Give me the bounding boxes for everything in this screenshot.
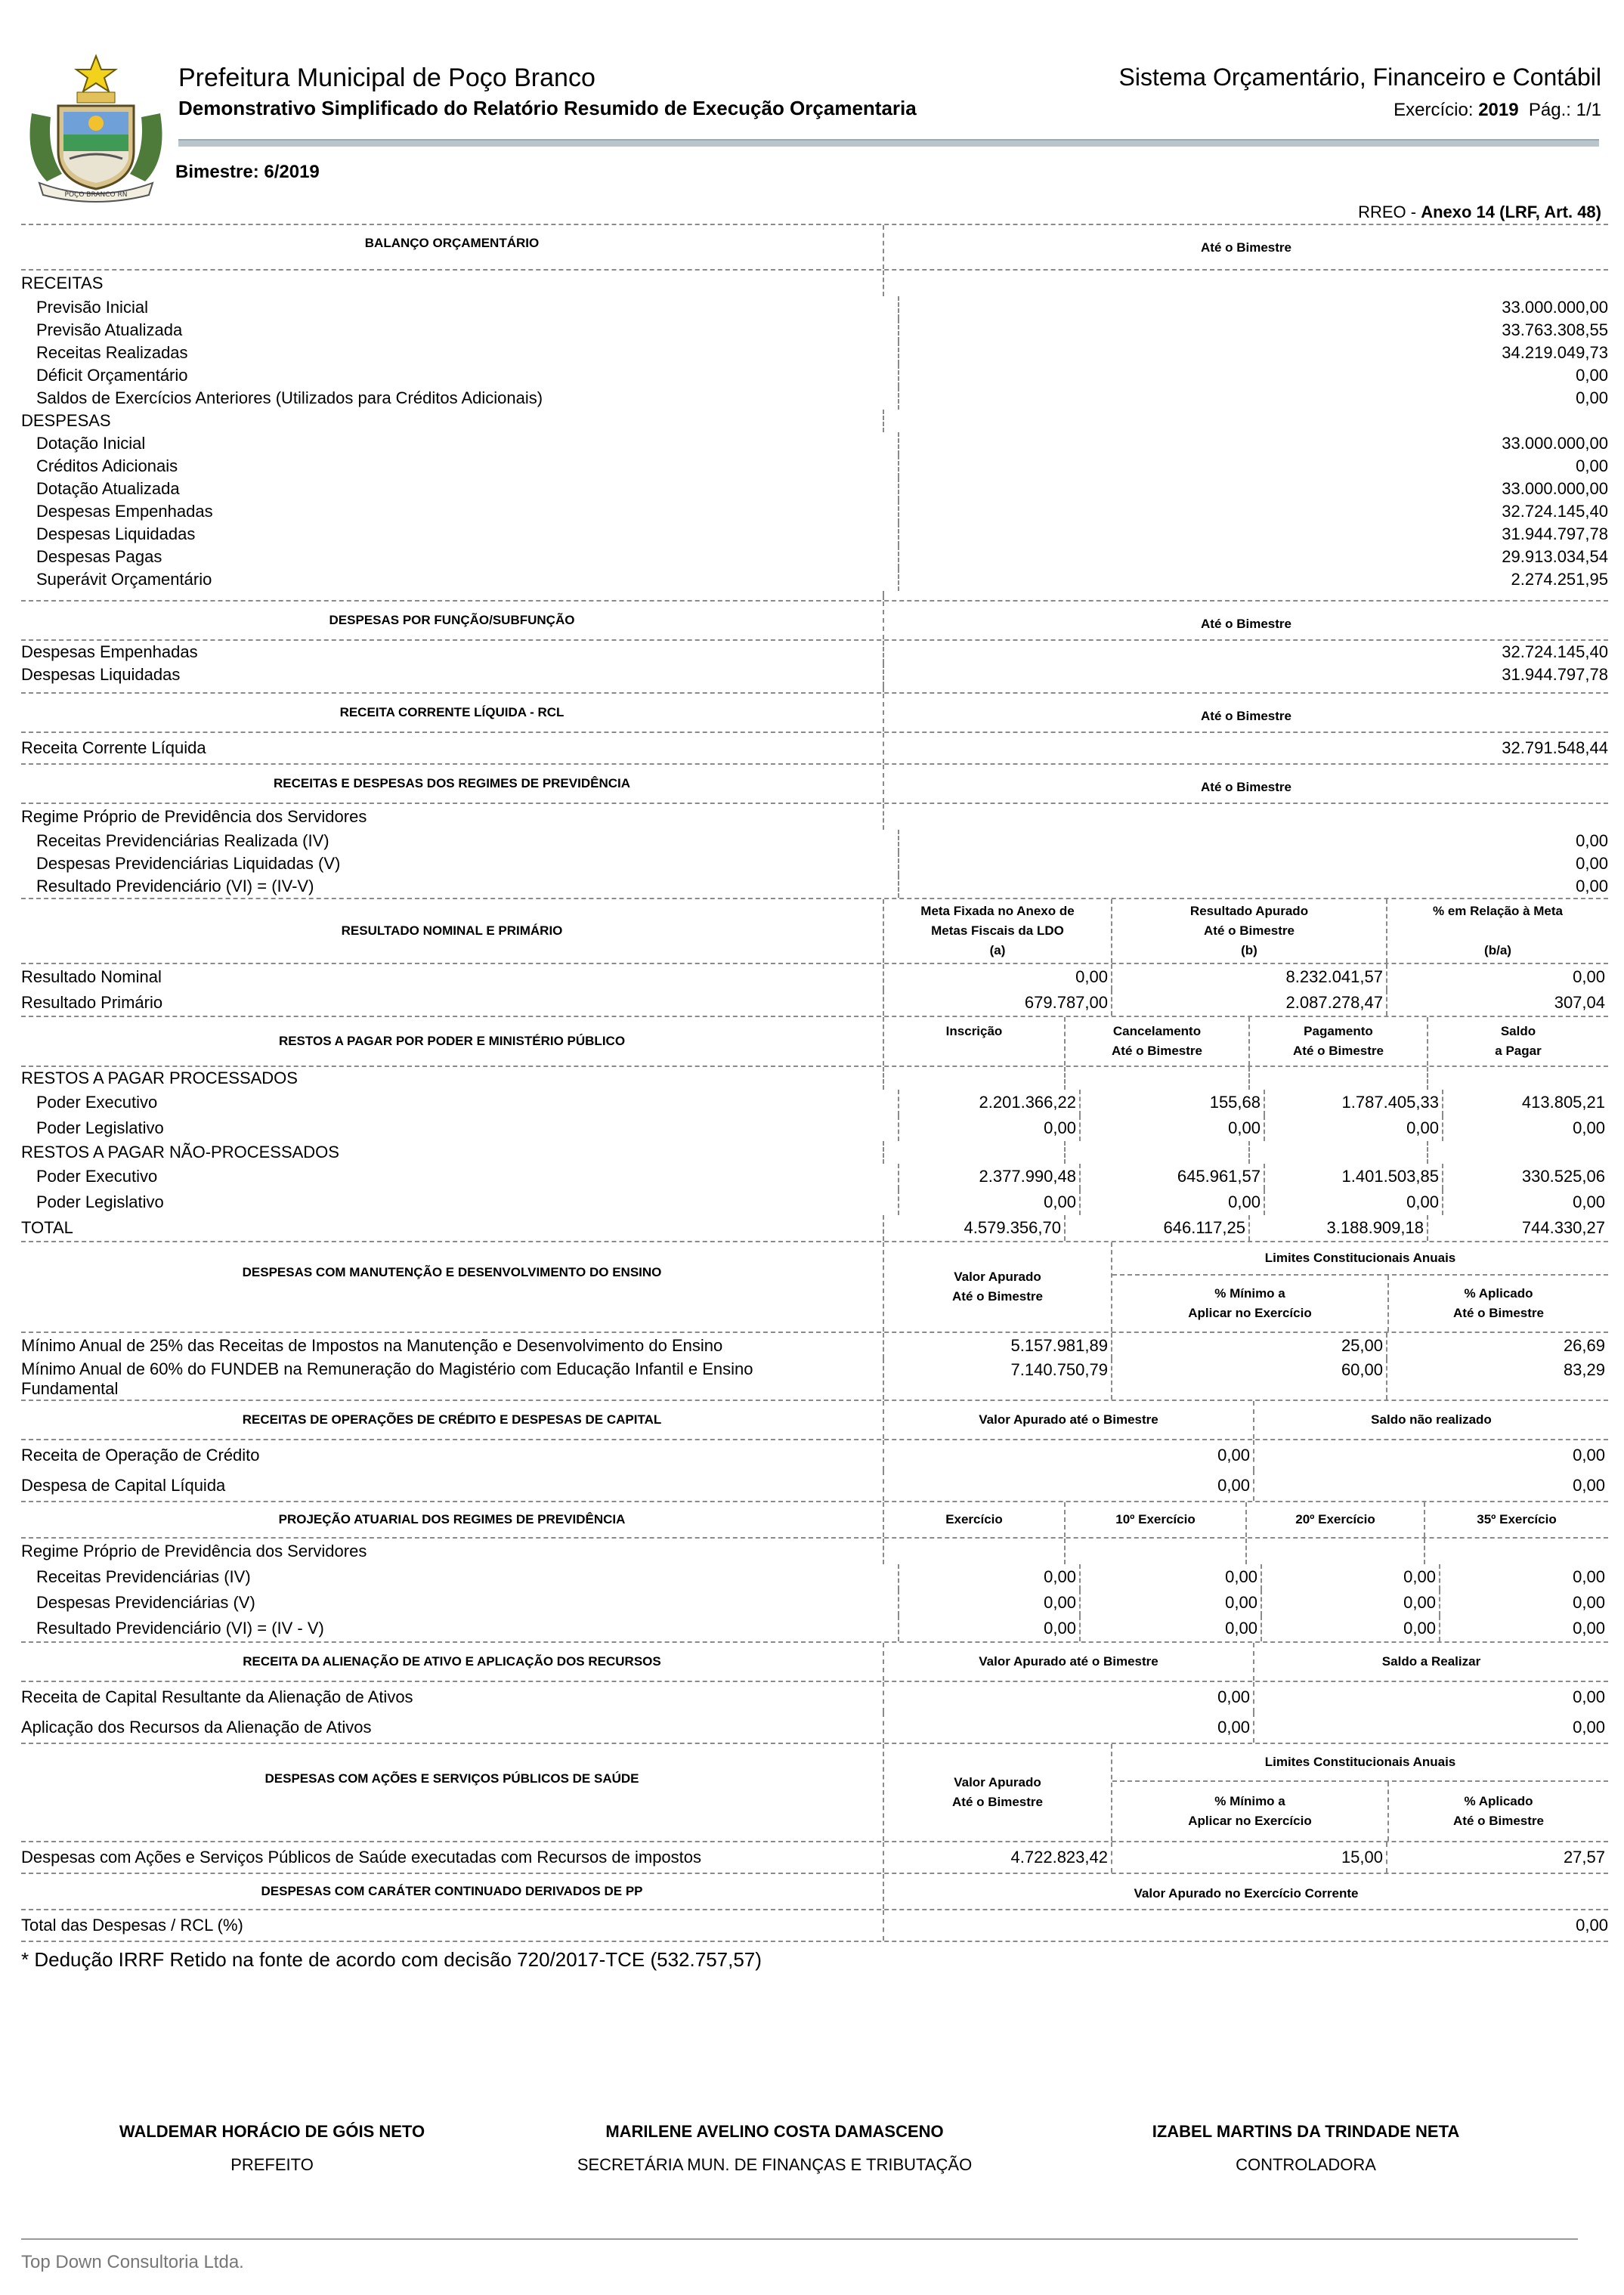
table-row: Aplicação dos Recursos da Alienação de Ativos 0,00 0,00 — [21, 1712, 1608, 1743]
table-row: Dotação Inicial 33.000.000,00 — [21, 432, 1608, 455]
section-header-credito: RECEITAS DE OPERAÇÕES DE CRÉDITO E DESPESAS DE CAPITAL Valor Apurado até o Bimestre Saldo não realizado — [21, 1401, 1608, 1439]
section-header-saude: DESPESAS COM AÇÕES E SERVIÇOS PÚBLICOS DE SAÚDE Valor Apurado Até o Bimestre Limites Constitucionais Anuais % Mínimo a Aplicar no Exercício % Aplicado Até o Bimestre — [21, 1744, 1608, 1841]
svg-text:POÇO BRANCO RN: POÇO BRANCO RN — [64, 191, 128, 199]
rcl-row: Receita Corrente Líquida 32.791.548,44 — [21, 733, 1608, 763]
alienacao-rows — [21, 1682, 1608, 1743]
table-row: Despesas Liquidadas 31.944.797,78 — [21, 663, 1608, 686]
table-row: Resultado Previdenciário (VI) = (IV - V) 0,00 0,00 0,00 0,00 — [21, 1616, 1608, 1641]
rreo-annex-label: RREO - Anexo 14 (LRF, Art. 48) — [1358, 203, 1601, 221]
restos-total-row — [21, 1215, 1608, 1241]
page-subtitle: Demonstrativo Simplificado do Relatório Resumido de Execução Orçamentaria — [178, 97, 917, 119]
table-row: Despesas Previdenciárias (V) 0,00 0,00 0,00 0,00 — [21, 1590, 1608, 1616]
table-row: Mínimo Anual de 60% do FUNDEB na Remuneração do Magistério com Educação Infantil e Ensino Fundamental 7.140.750,79 60,00 83,29 — [21, 1359, 1608, 1400]
ensino-rows — [21, 1333, 1608, 1400]
table-row: Mínimo Anual de 25% das Receitas de Impostos na Manutenção e Desenvolvimento do Ensino 5.157.981,89 25,00 26,69 — [21, 1333, 1608, 1359]
receitas-rows — [21, 296, 1608, 410]
table-row: Resultado Previdenciário (VI) = (IV-V) 0,00 — [21, 875, 1608, 898]
table-row: TOTAL 4.579.356,70 646.117,25 3.188.909,18 744.330,27 — [21, 1215, 1608, 1241]
section-header-pp: DESPESAS COM CARÁTER CONTINUADO DERIVADOS DE PP Valor Apurado no Exercício Corrente — [21, 1874, 1608, 1909]
table-row: Poder Legislativo 0,00 0,00 0,00 0,00 — [21, 1189, 1608, 1215]
table-row: Despesas Liquidadas 31.944.797,78 — [21, 523, 1608, 546]
exercise-page-info: Exercício: 2019 Pág.: 1/1 — [1394, 100, 1601, 120]
section-header-balanco: BALANÇO ORÇAMENTÁRIO Até o Bimestre — [21, 225, 1608, 269]
report-body: BALANÇO ORÇAMENTÁRIO Até o Bimestre RECEITAS Previsão Inicial 33.000.000,00 Previsão Atualizada 33.763.308,55 Receitas Realizadas 34.219.049,73 Déficit Orçamentário 0,00 Saldos de Exercícios Anteriores (Utilizados para Créditos Adicionais) 0,00 DESPESAS Dotação Inicial 33.000.000,00 Créditos Adicionais 0,00 Dotação Atualizada 33.000.000,00 Despesas Empenhadas 32.724.145,40 Despesas Liquidadas 31.944.797,78 Despesas Pagas 29.913.034,54 Superávit Orçamentário 2.274.251,95 DESPESAS POR FUNÇÃO/SUBFUNÇÃO Até o Bimestre Despesas Empenhadas 32.724.145,40 Despesas Liquidadas 31.944.797,78 RECEITA CORRENTE LÍQUIDA - RCL Até o Bimestre Receita Corrente Líquida 32.791.548,44 RECEITAS E DESPESAS DOS REGIMES DE PREVIDÊNCIA Até o Bimestre Regime Próprio de Previdência dos Servidores Receitas Previdenciárias Realizada (IV) 0,00 Despesas Previdenciárias Liquidadas (V) 0,00 Resultado Previdenciário (VI) = (IV-V) 0,00 RESULTADO NOMINAL E PRIMÁRIO Meta Fixada no Anexo de Metas Fiscais da LDO (a) Resultado Apurado Até o Bimestre (b) % em Relação à Meta (b/a) Resultado Nominal 0,00 8.232.041,57 0,00 Resultado Primário 679.787,00 2.087.278,47 307,04 RESTOS A PAGAR POR PODER E MINISTÉRIO PÚBLICO Inscrição Cancelamento Até o Bimestre Pagamento Até o Bimestre Saldo a Pagar RESTOS A PAGAR PROCESSADOS Poder Executivo 2.201.366,22 155,68 1.787.405,33 413.805,21 Poder Legislativo 0,00 0,00 0,00 0,00 RESTOS A PAGAR NÃO-PROCESSADOS Poder Executivo 2.377.990,48 645.961,57 1.401.503,85 330.525,06 Poder Legislativo 0,00 0,00 0,00 0,00 TOTAL 4.579.356,70 646.117,25 3.188.909,18 744.330,27 DESPESAS COM MANUTENÇÃO E DESENVOLVIMENTO DO ENSINO Valor Apurado Até o Bimestre Limites Constitucionais Anuais % Mínimo a Aplicar no Exercício % Aplicado Até o Bimestre Mínimo Anual de 25% das Receitas de Impostos na Manutenção e Desenvolvimento do Ensino 5.157.981,89 25,00 26,69 Mínimo Anual de 60% do FUNDEB na Remuneração do Magistério com Educação Infantil e Ensino Fundamental 7.140.750,79 60,00 83,29 RECEITAS DE OPERAÇÕES DE CRÉDITO E DESPESAS DE CAPITAL Valor Apurado até o Bimestre Saldo não realizado Receita de Operação de Crédito 0,00 0,00 Despesa de Capital Líquida 0,00 0,00 PROJEÇÃO ATUARIAL DOS REGIMES DE PREVIDÊNCIA Exercício 10º Exercício 20º Exercício 35º Exercício Regime Próprio de Previdência dos Servidores Receitas Previdenciárias (IV) 0,00 0,00 0,00 0,00 Despesas Previdenciárias (V) 0,00 0,00 0,00 0,00 Resultado Previdenciário (VI) = (IV - V) 0,00 0,00 0,00 0,00 RECEITA DA ALIENAÇÃO DE ATIVO E APLICAÇÃO DOS RECURSOS Valor Apurado até o Bimestre Saldo a Realizar Receita de Capital Resultante da Alienação de Ativos 0,00 0,00 Aplicação dos Recursos da Alienação de Ativos 0,00 0,00 DESPESAS COM AÇÕES E SERVIÇOS PÚBLICOS DE SAÚDE Valor Apurado Até o Bimestre Limites Constitucionais Anuais % Mínimo a Aplicar no Exercício % Aplicado Até o Bimestre Despesas com Ações e Serviços Públicos de Saúde executadas com Recursos de impostos 4.722.823,42 15,00 27,57 DESPESAS COM CARÁTER CONTINUADO DERIVADOS DE PP Valor Apurado no Exercício Corrente Total das Despesas / RCL (%) 0,00 * Dedução IRRF Retido na fonte de acordo com decisão 720/2017-TCE (532.757,57) — [21, 224, 1608, 1972]
table-row: Superávit Orçamentário 2.274.251,95 — [21, 568, 1608, 591]
signature-controladora: IZABEL MARTINS DA TRINDADE NETA CONTROLADORA — [1152, 2122, 1460, 2174]
table-row: Dotação Atualizada 33.000.000,00 — [21, 478, 1608, 500]
saude-row — [21, 1842, 1608, 1873]
restos-nao-processados-rows — [21, 1164, 1608, 1215]
municipal-coat-of-arms-icon — [17, 53, 175, 204]
table-row: Despesas Empenhadas 32.724.145,40 — [21, 641, 1608, 663]
section-header-atuarial: PROJEÇÃO ATUARIAL DOS REGIMES DE PREVIDÊNCIA Exercício 10º Exercício 20º Exercício 35º Exercício — [21, 1502, 1608, 1537]
table-row: Despesas Previdenciárias Liquidadas (V) 0,00 — [21, 852, 1608, 875]
table-row: Poder Executivo 2.201.366,22 155,68 1.787.405,33 413.805,21 — [21, 1090, 1608, 1115]
table-row: Receita de Operação de Crédito 0,00 0,00 — [21, 1440, 1608, 1471]
section-header-rcl: RECEITA CORRENTE LÍQUIDA - RCL Até o Bimestre — [21, 694, 1608, 731]
bimestre-label: Bimestre: 6/2019 — [175, 162, 320, 182]
table-row: Poder Legislativo 0,00 0,00 0,00 0,00 — [21, 1115, 1608, 1141]
table-row: Saldos de Exercícios Anteriores (Utilizados para Créditos Adicionais) 0,00 — [21, 387, 1608, 410]
system-name: Sistema Orçamentário, Financeiro e Contábil — [1118, 63, 1601, 91]
section-header-restos: RESTOS A PAGAR POR PODER E MINISTÉRIO PÚBLICO Inscrição Cancelamento Até o Bimestre Pagamento Até o Bimestre Saldo a Pagar — [21, 1017, 1608, 1066]
footnote: * Dedução IRRF Retido na fonte de acordo com decisão 720/2017-TCE (532.757,57) — [21, 1948, 762, 1971]
funcao-rows — [21, 641, 1608, 686]
balanco-table: RECEITAS Previsão Inicial 33.000.000,00 Previsão Atualizada 33.763.308,55 Receitas Realizadas 34.219.049,73 Déficit Orçamentário 0,00 Saldos de Exercícios Anteriores (Utilizados para Créditos Adicionais) 0,00 DESPESAS Dotação Inicial 33.000.000,00 Créditos Adicionais 0,00 Dotação Atualizada 33.000.000,00 Despesas Empenhadas 32.724.145,40 Despesas Liquidadas 31.944.797,78 Despesas Pagas 29.913.034,54 Superávit Orçamentário 2.274.251,95 — [21, 271, 1608, 600]
table-row: Despesas Empenhadas 32.724.145,40 — [21, 500, 1608, 523]
section-header-funcao: DESPESAS POR FUNÇÃO/SUBFUNÇÃO Até o Bimestre — [21, 602, 1608, 639]
page-title: Prefeitura Municipal de Poço Branco — [178, 63, 595, 92]
table-row: Previsão Inicial 33.000.000,00 — [21, 296, 1608, 319]
table-row: Receitas Previdenciárias (IV) 0,00 0,00 0,00 0,00 — [21, 1564, 1608, 1590]
header-rule — [178, 139, 1599, 147]
table-row: Resultado Nominal 0,00 8.232.041,57 0,00 — [21, 964, 1608, 990]
atuarial-rows — [21, 1564, 1608, 1641]
credito-rows — [21, 1440, 1608, 1501]
table-row: Despesa de Capital Líquida 0,00 0,00 — [21, 1471, 1608, 1501]
table-row: Receitas Previdenciárias Realizada (IV) 0,00 — [21, 830, 1608, 852]
previdencia-rows — [21, 830, 1608, 898]
table-row: Despesas Pagas 29.913.034,54 — [21, 546, 1608, 568]
section-header-ensino: DESPESAS COM MANUTENÇÃO E DESENVOLVIMENTO DO ENSINO Valor Apurado Até o Bimestre Limites Constitucionais Anuais % Mínimo a Aplicar no Exercício % Aplicado Até o Bimestre — [21, 1242, 1608, 1332]
table-row: Resultado Primário 679.787,00 2.087.278,47 307,04 — [21, 990, 1608, 1016]
table-row: Receita de Capital Resultante da Alienação de Ativos 0,00 0,00 — [21, 1682, 1608, 1712]
pp-row: Total das Despesas / RCL (%) 0,00 — [21, 1910, 1608, 1941]
footer-rule — [21, 2238, 1578, 2240]
table-row: Previsão Atualizada 33.763.308,55 — [21, 319, 1608, 342]
section-header-nominal: RESULTADO NOMINAL E PRIMÁRIO Meta Fixada no Anexo de Metas Fiscais da LDO (a) Resultado Apurado Até o Bimestre (b) % em Relação à Meta (b/a) — [21, 899, 1608, 963]
table-row: Créditos Adicionais 0,00 — [21, 455, 1608, 478]
signature-prefeito: WALDEMAR HORÁCIO DE GÓIS NETO PREFEITO — [119, 2122, 425, 2174]
despesas-rows — [21, 432, 1608, 591]
nominal-rows — [21, 964, 1608, 1016]
table-row: Déficit Orçamentário 0,00 — [21, 364, 1608, 387]
section-header-previdencia: RECEITAS E DESPESAS DOS REGIMES DE PREVIDÊNCIA Até o Bimestre — [21, 765, 1608, 803]
footer-company: Top Down Consultoria Ltda. — [21, 2252, 244, 2272]
table-row: Poder Executivo 2.377.990,48 645.961,57 1.401.503,85 330.525,06 — [21, 1164, 1608, 1189]
table-row: Receitas Realizadas 34.219.049,73 — [21, 342, 1608, 364]
section-header-alienacao: RECEITA DA ALIENAÇÃO DE ATIVO E APLICAÇÃO DOS RECURSOS Valor Apurado até o Bimestre Saldo a Realizar — [21, 1643, 1608, 1681]
table-row: Despesas com Ações e Serviços Públicos de Saúde executadas com Recursos de impostos 4.722.823,42 15,00 27,57 — [21, 1842, 1608, 1873]
restos-processados-rows — [21, 1090, 1608, 1141]
signature-secretaria: MARILENE AVELINO COSTA DAMASCENO SECRETÁRIA MUN. DE FINANÇAS E TRIBUTAÇÃO — [577, 2122, 973, 2174]
